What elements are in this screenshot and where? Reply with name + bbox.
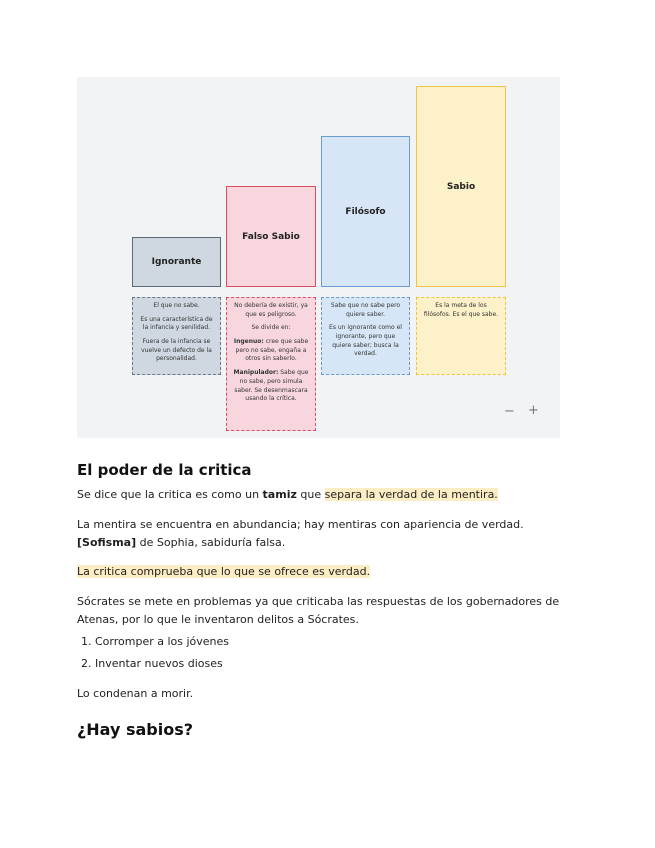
- note-text: Manipulador: Sabe que no sabe, pero simula saber. Se desenmascara usando la crítica.: [233, 369, 309, 403]
- numbered-list: [77, 631, 229, 675]
- note-sabio: [416, 297, 506, 375]
- paragraph: [77, 563, 577, 581]
- note-text: Es un ignorante como el ignorante, pero que quiere saber; busca la verdad.: [329, 324, 402, 358]
- note-text: Es una característica de la infancia y senilidad.: [140, 315, 213, 332]
- bar-label: Filósofo: [345, 206, 386, 217]
- list-item: 2. Inventar nuevos dioses: [81, 657, 223, 670]
- paragraph: Sócrates se mete en problemas ya que criticaba las respuestas de los gobernadores de Atenas, por lo que le inventaron delitos a Sócrates.: [77, 595, 560, 626]
- paragraph: La mentira se encuentra en abundancia; hay mentiras con apariencia de verdad. [Sofisma] de Sophia, sabiduría falsa.: [77, 518, 524, 549]
- note-text: No debería de existir, ya que es peligroso.: [234, 302, 308, 318]
- concept-diagram: [77, 77, 560, 438]
- zoom-out-button[interactable]: −: [504, 404, 515, 419]
- bar-filosofo: [321, 136, 410, 287]
- zoom-in-button[interactable]: +: [528, 403, 539, 418]
- note-text: El que no sabe.: [153, 302, 200, 309]
- note-ignorante: [132, 297, 221, 375]
- bar-label: Ignorante: [151, 257, 202, 267]
- bar-falso-sabio: [226, 186, 316, 287]
- list-item: 1. Corromper a los jóvenes: [81, 635, 230, 648]
- note-falso-sabio: [226, 297, 316, 431]
- highlight: separa la verdad de la mentira.: [324, 488, 498, 501]
- note-text: Ingenuo: cree que sabe pero no sabe, engaña a otros sin saberlo.: [233, 338, 309, 363]
- bar-label: Falso Sabio: [242, 231, 300, 242]
- bar-ignorante: [132, 237, 221, 287]
- section-title: ¿Hay sabios?: [77, 720, 194, 739]
- paragraph: Se dice que la critica es como un tamiz que separa la verdad de la mentira.: [77, 488, 498, 501]
- note-text: Se divide en:: [251, 324, 291, 332]
- note-text: Sabe que no sabe pero quiere saber.: [330, 302, 401, 318]
- note-text: Fuera de la infancia se vuelve un defecto de la personalidad.: [141, 338, 212, 363]
- highlight: La critica comprueba que lo que se ofrece es verdad.: [77, 565, 371, 578]
- paragraph: Lo condenan a morir.: [77, 687, 194, 700]
- section-title: El poder de la critica: [77, 461, 252, 479]
- note-filosofo: [321, 297, 410, 375]
- bar-sabio: [416, 86, 506, 287]
- bar-label: Sabio: [446, 181, 476, 192]
- note-text: Es la meta de los filósofos. Es el que sabe.: [423, 302, 499, 318]
